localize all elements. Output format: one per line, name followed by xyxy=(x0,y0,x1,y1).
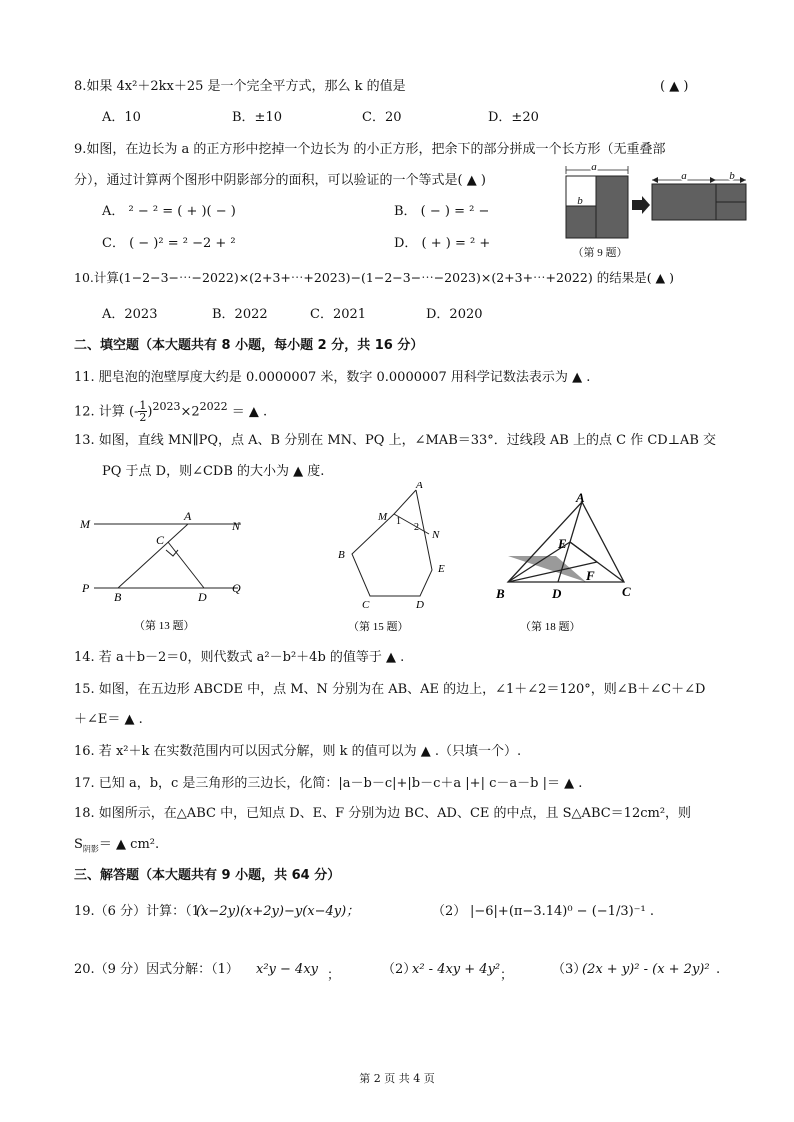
fig18-label-A: A xyxy=(576,490,585,505)
q8-text: 8.如果 4x²＋2kx＋25 是一个完全平方式，那么 k 的值是 xyxy=(74,79,406,94)
q18-line2: $S_{阴影}=$ ▲ cm². xyxy=(74,837,160,854)
q18-line1: 18. 如图所示，在△ABC 中，已知点 D、E、F 分别为边 BC、AD、CE 的中点，且 S△ABC＝12cm²，则 xyxy=(74,806,692,821)
fig9-label-b-right: b xyxy=(729,170,735,182)
figure-15 xyxy=(334,482,464,638)
section-solve-title: 三、解答题（本大题共有 9 小题，共 64 分） xyxy=(74,868,341,883)
fig15-label-N: N xyxy=(432,529,440,541)
q20-part2: x² - 4xy + 4y² xyxy=(412,962,501,977)
fig18-label-B: B xyxy=(496,586,505,601)
q8-option-d: D．±20 xyxy=(488,110,539,125)
q20-label: 20.（9 分）因式分解：（1） xyxy=(74,962,239,977)
fig13-label-D: D xyxy=(198,590,207,604)
q9-line1: 9.如图，在边长为 a 的正方形中挖掉一个边长为 的小正方形，把余下的部分拼成一个长方形（无重叠部 xyxy=(74,142,666,157)
q10-option-d: D．2020 xyxy=(426,307,483,322)
q19-part2: |−6|+(π−3.14)⁰ − (−1/3)⁻¹ . xyxy=(470,904,655,919)
q20-end: . xyxy=(716,962,721,977)
page-footer: 第 2 页 共 4 页 xyxy=(359,1072,435,1085)
q9-option-d: D． ( + ) = ² + xyxy=(394,236,491,251)
fig9-label-a-right: a xyxy=(681,170,687,182)
q10-option-a: A．2023 xyxy=(102,307,158,322)
q15-line1: 15. 如图，在五边形 ABCDE 中，点 M、N 分别为在 AB、AE 的边上，∠1＋∠2＝120°，则∠B＋∠C＋∠D xyxy=(74,682,706,697)
q14-text: 14. 若 a＋b－2＝0，则代数式 a²－b²＋4b 的值等于 ▲ . xyxy=(74,650,405,665)
q8-option-b: B．±10 xyxy=(232,110,282,125)
fig15-label-M: M xyxy=(378,511,388,523)
q20-label2: （2） xyxy=(382,962,417,977)
figure-9 xyxy=(560,162,750,262)
fig15-label-2: 2 xyxy=(414,522,419,533)
fig15-label-1: 1 xyxy=(396,516,401,527)
q8-answer-mark: ( ▲ ) xyxy=(660,79,689,94)
fig9-label-a: a xyxy=(591,162,597,173)
q20-sep1: ； xyxy=(327,968,341,983)
fig15-caption: （第 15 题） xyxy=(348,621,409,633)
fig18-label-F: F xyxy=(586,568,595,583)
fig13-label-Q: Q xyxy=(232,581,241,595)
q9-option-c: C． ( − )² = ² −2 + ² xyxy=(102,236,236,251)
fig15-label-C: C xyxy=(362,599,370,611)
fig13-label-B: B xyxy=(114,590,122,604)
q10-text: 10.计算(1−2−3−⋯−2022)×(2+3+⋯+2023)−(1−2−3−⋯−2023)×(2+3+⋯+2022) 的结果是( ▲ ) xyxy=(74,270,675,285)
figure-13 xyxy=(76,508,266,636)
fig18-label-D: D xyxy=(552,586,562,601)
fig13-label-A: A xyxy=(184,509,192,523)
section-fill-in-title: 二、填空题（本大题共有 8 小题，每小题 2 分，共 16 分） xyxy=(74,338,424,353)
fig18-label-E: E xyxy=(558,536,567,551)
fig13-label-N: N xyxy=(232,519,241,533)
fig15-label-E: E xyxy=(438,563,445,575)
q16-text: 16. 若 x²＋k 在实数范围内可以因式分解，则 k 的值可以为 ▲ .（只填一个）. xyxy=(74,744,522,759)
fig15-label-A: A xyxy=(416,482,423,491)
q8-option-a: A．10 xyxy=(102,110,141,125)
q20-sep2: ； xyxy=(500,968,514,983)
fig13-label-C: C xyxy=(156,533,165,547)
q9-option-b: B． ( − ) = ² − xyxy=(394,204,490,219)
q13-line1: 13. 如图，直线 MN∥PQ，点 A、B 分别在 MN、PQ 上，∠MAB＝33°．过线段 AB 上的点 C 作 CD⊥AB 交 xyxy=(74,433,717,448)
q9-line2: 分），通过计算两个图形中阴影部分的面积，可以验证的一个等式是( ▲ ) xyxy=(74,173,486,188)
q19-part1: (x−2y)(x+2y)−y(x−4y)； xyxy=(196,904,360,919)
q10-option-c: C．2021 xyxy=(310,307,367,322)
q17-text: 17. 已知 a，b，c 是三角形的三边长，化简：|a－b－c|+|b－c＋a |+| c－a－b |＝ ▲ . xyxy=(74,776,583,791)
fig13-label-M: M xyxy=(80,517,90,531)
q13-line2: PQ 于点 D，则∠CDB 的大小为 ▲ 度. xyxy=(102,464,325,479)
fig15-label-D: D xyxy=(416,599,424,611)
q12: 12. 计算 (- $\frac{1}{2}$ )$^{2023}\times 2^{2022}$ ＝ ▲ . xyxy=(74,399,268,425)
fig13-caption: （第 13 题） xyxy=(134,620,195,632)
q10-option-b: B．2022 xyxy=(212,307,268,322)
q19-label: 19.（6 分）计算：（1） xyxy=(74,904,213,919)
q20-part3: (2x + y)² - (x + 2y)² xyxy=(582,962,710,977)
q20-label3: （3） xyxy=(552,962,587,977)
fig18-caption: （第 18 题） xyxy=(520,621,581,633)
q20-part1: x²y − 4xy xyxy=(256,962,318,977)
fig18-label-C: C xyxy=(622,584,631,599)
q19-label2: （2） xyxy=(432,904,467,919)
figure-18 xyxy=(490,488,650,638)
fig9-caption: （第 9 题） xyxy=(572,247,628,259)
q9-option-a: A． ² − ² = ( + )( − ) xyxy=(102,204,236,219)
fig15-label-B: B xyxy=(338,549,345,561)
q15-line2: ＋∠E＝ ▲ . xyxy=(74,712,143,727)
fig9-label-b-left: b xyxy=(577,195,583,207)
q8-option-c: C．20 xyxy=(362,110,402,125)
fig13-label-P: P xyxy=(82,581,90,595)
q11-text: 11. 肥皂泡的泡壁厚度大约是 0.0000007 米，数字 0.0000007 用科学记数法表示为 ▲ . xyxy=(74,370,591,385)
